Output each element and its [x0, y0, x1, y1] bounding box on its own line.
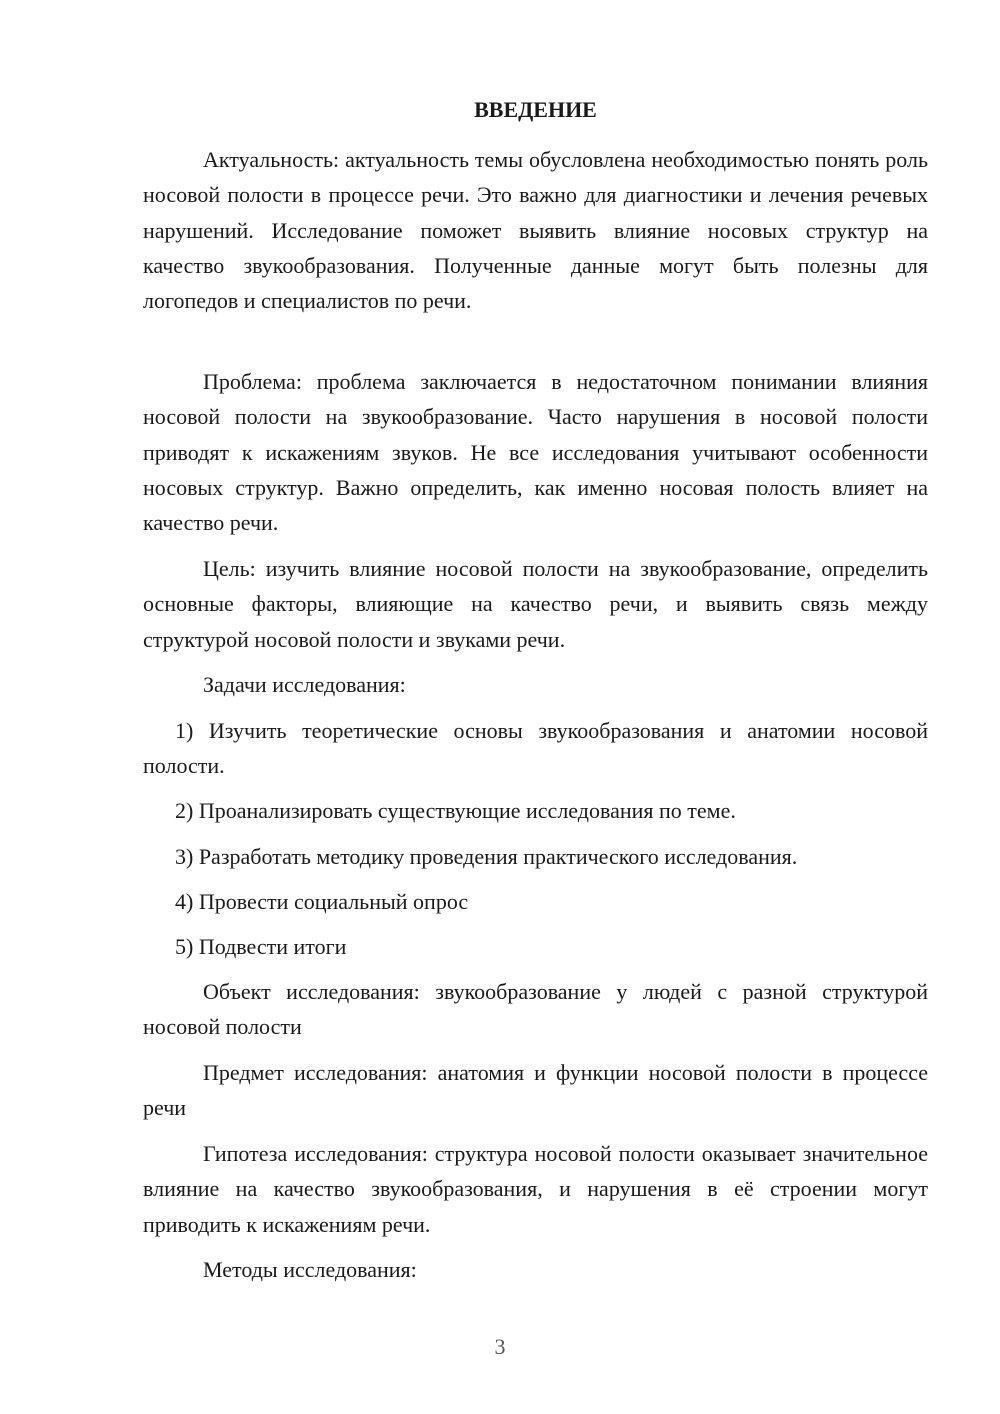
relevance-paragraph: Актуальность: актуальность темы обусловлена необходимостью понять роль носовой полости в процессе речи. Это важно для диагностики и лечения речевых нарушений. Исследование поможет выявить влияние носовых структур на качество звукообразования. Полученные данные могут быть полезны для логопедов и специалистов по речи. [143, 147, 928, 314]
task-item-1: 1) Изучить теоретические основы звукообразования и анатомии носовой полости. [143, 718, 928, 779]
task-item-4: 4) Провести социальный опрос [175, 889, 469, 914]
methods-heading: Методы исследования: [203, 1257, 417, 1282]
page-title: ВВЕДЕНИЕ [474, 97, 597, 122]
task-item-3: 3) Разработать методику проведения практического исследования. [175, 844, 798, 869]
subject-paragraph: Предмет исследования: анатомия и функции носовой полости в процессе речи [143, 1060, 928, 1121]
task-item-2: 2) Проанализировать существующие исследования по теме. [175, 798, 736, 823]
goal-paragraph: Цель: изучить влияние носовой полости на звукообразование, определить основные факторы, влияющие на качество речи, и выявить связь между структурой носовой полости и звуками речи. [143, 556, 928, 652]
page-number: 3 [494, 1334, 506, 1359]
problem-paragraph: Проблема: проблема заключается в недостаточном понимании влияния носовой полости на звукообразование. Часто нарушения в носовой полости приводят к искажениям звуков. Не все исследования учитывают особенности носовых структур. Важно определить, как именно носовая полость влияет на качество речи. [143, 369, 928, 536]
tasks-heading: Задачи исследования: [203, 672, 406, 697]
hypothesis-paragraph: Гипотеза исследования: структура носовой полости оказывает значительное влияние на качество звукообразования, и нарушения в её строении могут приводить к искажениям речи. [143, 1141, 928, 1237]
object-paragraph: Объект исследования: звукообразование у людей с разной структурой носовой полости [143, 979, 928, 1040]
task-item-5: 5) Подвести итоги [175, 934, 347, 959]
